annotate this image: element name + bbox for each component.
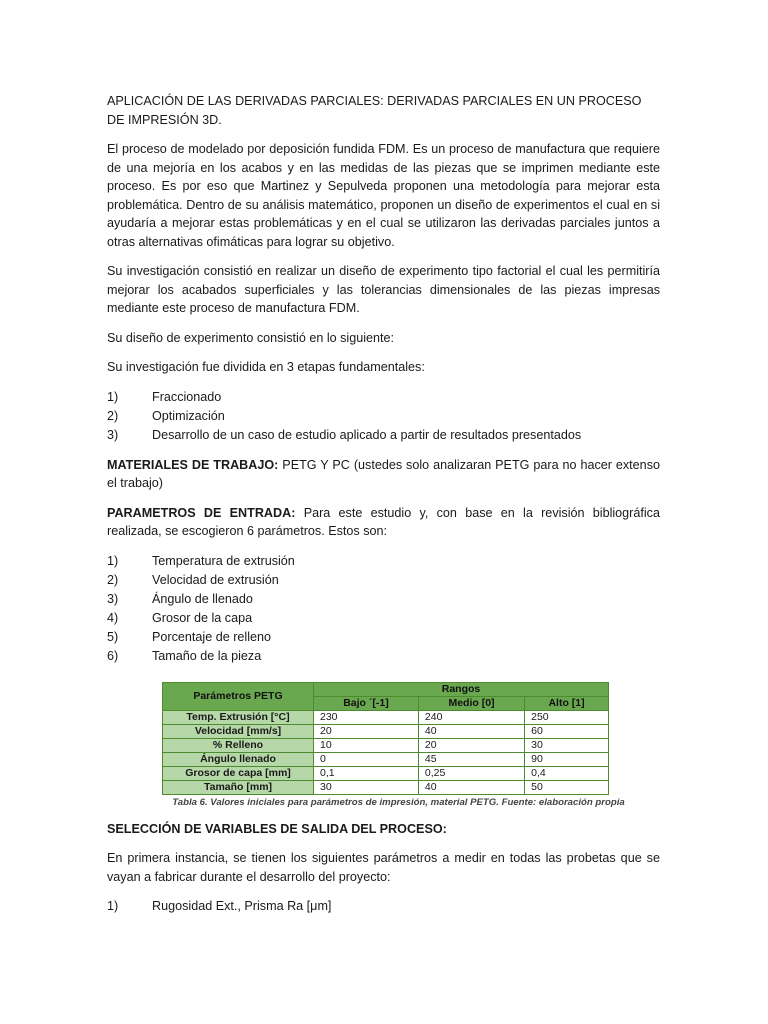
list-item: 1) Temperatura de extrusión	[107, 553, 295, 568]
paragraph-investigation: Su investigación consistió en realizar un diseño de experimento tipo factorial el cual les permitiría mejorar los acabados superficiales y las tolerancias dimensionales de las piezas impresas mediante este proceso de manufactura FDM.	[107, 264, 660, 315]
list-item: 1) Fraccionado	[107, 389, 222, 404]
petg-table-wrap	[162, 682, 625, 808]
table-header-alto: Alto [1]	[525, 696, 609, 710]
paragraph-output: En primera instancia, se tienen los siguientes parámetros a medir en todas las probetas que se vayan a fabricar durante el desarrollo del proyecto:	[107, 851, 660, 884]
paragraph-design: Su diseño de experimento consistió en lo siguiente:	[107, 330, 395, 345]
list-item: 1) Rugosidad Ext., Prisma Ra [μm]	[107, 899, 332, 913]
params-list	[107, 552, 660, 666]
table-header-bajo: Bajo ´[-1]	[314, 696, 419, 710]
outputs-list	[107, 897, 660, 916]
list-item: 2) Velocidad de extrusión	[107, 572, 279, 587]
document-page	[107, 92, 660, 927]
list-item: 3) Ángulo de llenado	[107, 591, 253, 606]
table-row: Temp. Extrusión [°C] 230 240 250	[163, 710, 609, 724]
table-header-param: Parámetros PETG	[163, 682, 314, 710]
table-header-rangos: Rangos	[314, 682, 609, 696]
list-item: 2) Optimización	[107, 408, 225, 423]
paragraph-stages: Su investigación fue dividida en 3 etapas fundamentales:	[107, 360, 425, 374]
stages-list	[107, 388, 660, 445]
materials-text: PETG Y PC (ustedes solo analizaran PETG para no hacer extenso el trabajo)	[107, 457, 660, 490]
paragraph-params	[107, 504, 660, 541]
table-caption: Tabla 6. Valores iniciales para parámetros de impresión, material PETG. Fuente: elaboración propia	[172, 796, 625, 808]
materials-label: MATERIALES DE TRABAJO:	[107, 457, 279, 472]
document-title: APLICACIÓN DE LAS DERIVADAS PARCIALES: DERIVADAS PARCIALES EN UN PROCESO DE IMPRESIÓN 3D.	[107, 94, 642, 127]
params-label: PARAMETROS DE ENTRADA:	[107, 505, 296, 520]
table-row: Tamaño [mm] 30 40 50	[163, 780, 609, 794]
list-item: 3) Desarrollo de un caso de estudio aplicado a partir de resultados presentados	[107, 427, 582, 442]
list-item: 5) Porcentaje de relleno	[107, 629, 272, 644]
output-heading: SELECCIÓN DE VARIABLES DE SALIDA DEL PROCESO:	[107, 821, 447, 836]
paragraph-materials	[107, 456, 660, 493]
params-text: Para este estudio y, con base en la revisión bibliográfica realizada, se escogieron 6 parámetros. Estos son:	[107, 505, 660, 538]
table-row: % Relleno 10 20 30	[163, 738, 609, 752]
table-row: Grosor de capa [mm] 0,1 0,25 0,4	[163, 766, 609, 780]
list-item: 4) Grosor de la capa	[107, 610, 253, 625]
petg-params-table	[162, 682, 609, 795]
list-item: 6) Tamaño de la pieza	[107, 648, 262, 663]
table-row: Ángulo llenado 0 45 90	[163, 752, 609, 766]
table-header-medio: Medio [0]	[418, 696, 524, 710]
table-row: Velocidad [mm/s] 20 40 60	[163, 724, 609, 738]
paragraph-intro: El proceso de modelado por deposición fundida FDM. Es un proceso de manufactura que requiere de una mejoría en los acabos y en las medidas de las piezas que se imprimen mediante este proceso. Es por eso que Martinez y Sepulveda proponen una metodología para mejorar esta problemática. Dentro de su análisis matemático, proponen un diseño de experimentos el cual en si ayudaría a mejorar estas problemáticas y en el cual se utilizaron las derivadas parciales juntos a otras alternativas ofimáticas para lograr su objetivo.	[107, 142, 660, 249]
